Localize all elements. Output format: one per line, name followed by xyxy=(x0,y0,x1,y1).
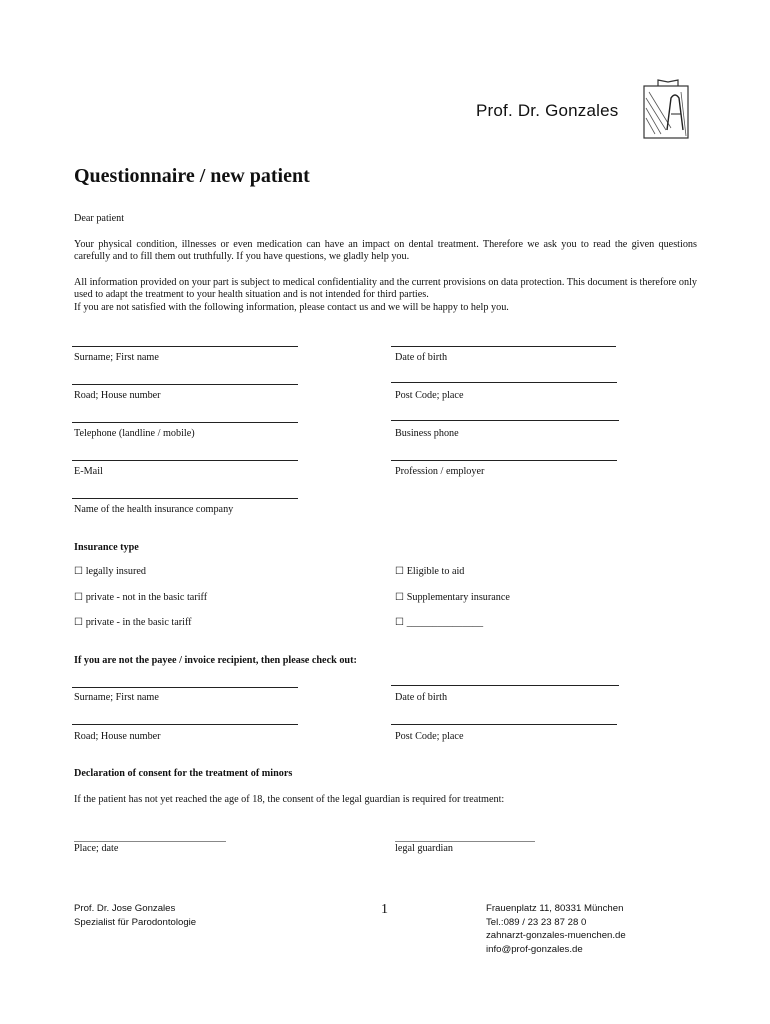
guardian-signature-line[interactable] xyxy=(395,841,535,842)
place-date-label: Place; date xyxy=(74,843,119,854)
footer-left xyxy=(74,902,196,929)
checkbox-private-not-basic[interactable] xyxy=(74,592,207,603)
road-input-line[interactable] xyxy=(72,384,298,385)
footer-address: Frauenplatz 11, 80331 München xyxy=(486,903,624,914)
email-input-line[interactable] xyxy=(72,460,298,461)
checkbox-icon: ☐ xyxy=(395,617,405,628)
checkbox-private-basic[interactable] xyxy=(74,617,192,628)
insurance-type-heading: Insurance type xyxy=(74,542,139,553)
insurance-company-label: Name of the health insurance company xyxy=(74,504,234,515)
checkbox-icon: ☐ xyxy=(74,566,84,577)
payee-dob-label: Date of birth xyxy=(395,692,448,703)
footer-website: zahnarzt-gonzales-muenchen.de xyxy=(486,930,626,941)
dob-input-line[interactable] xyxy=(391,346,616,347)
intro-paragraph-2: All information provided on your part is subject to medical confidentiality and the current provisions on data protection. This document is therefore only used to adapt the treatment to your health situation and is not intended for third parties. xyxy=(74,277,697,301)
business-phone-label: Business phone xyxy=(395,428,459,439)
payee-road-input-line[interactable] xyxy=(72,724,298,725)
footer-right xyxy=(486,902,626,956)
checkbox-icon: ☐ xyxy=(74,592,84,603)
footer-specialty: Spezialist für Parodontologie xyxy=(74,916,197,928)
intro-paragraph-1: Your physical condition, illnesses or even medication can have an impact on dental treatment. Therefore we ask you to read the given questions carefully and to fill them out truthfully. If you have questions, we gladly help you. xyxy=(74,239,697,263)
dental-practice-logo-icon xyxy=(641,78,691,140)
postcode-input-line[interactable] xyxy=(391,382,617,383)
checkbox-label: private - in the basic tariff xyxy=(85,617,192,628)
checkbox-other-blank: _______________ xyxy=(406,617,484,628)
page-title: Questionnaire / new patient xyxy=(74,165,310,187)
payee-postcode-label: Post Code; place xyxy=(395,731,464,742)
surname-label: Surname; First name xyxy=(74,352,159,363)
payee-surname-input-line[interactable] xyxy=(72,687,298,688)
intro-paragraph-3: If you are not satisfied with the following information, please contact us and we will be happy to help you. xyxy=(74,302,509,313)
checkbox-icon: ☐ xyxy=(395,592,405,603)
email-label: E-Mail xyxy=(74,466,103,477)
practice-name: Prof. Dr. Gonzales xyxy=(476,101,619,120)
payee-dob-input-line[interactable] xyxy=(391,685,619,686)
postcode-label: Post Code; place xyxy=(395,390,464,401)
payee-road-label: Road; House number xyxy=(74,731,161,742)
footer-tel: Tel.:089 / 23 23 87 28 0 xyxy=(486,916,587,928)
greeting: Dear patient xyxy=(74,213,125,224)
profession-input-line[interactable] xyxy=(391,460,617,461)
telephone-input-line[interactable] xyxy=(72,422,298,423)
payee-postcode-input-line[interactable] xyxy=(391,724,617,725)
checkbox-supplementary[interactable] xyxy=(395,592,510,603)
checkbox-eligible-to-aid[interactable] xyxy=(395,566,464,577)
payee-surname-label: Surname; First name xyxy=(74,692,159,703)
checkbox-other[interactable] xyxy=(395,617,483,628)
telephone-label: Telephone (landline / mobile) xyxy=(74,428,195,439)
payee-heading: If you are not the payee / invoice recipient, then please check out: xyxy=(74,655,357,666)
checkbox-icon: ☐ xyxy=(395,566,405,577)
road-label: Road; House number xyxy=(74,390,161,401)
footer-email: info@prof-gonzales.de xyxy=(486,943,583,955)
checkbox-label: Eligible to aid xyxy=(406,566,465,577)
footer-doctor-name: Prof. Dr. Jose Gonzales xyxy=(74,903,176,914)
profession-label: Profession / employer xyxy=(395,466,485,477)
insurance-company-input-line[interactable] xyxy=(72,498,298,499)
business-phone-input-line[interactable] xyxy=(391,420,619,421)
surname-input-line[interactable] xyxy=(72,346,298,347)
checkbox-legally-insured[interactable] xyxy=(74,566,146,577)
consent-text: If the patient has not yet reached the age of 18, the consent of the legal guardian is required for treatment: xyxy=(74,794,505,805)
guardian-label: legal guardian xyxy=(395,843,453,854)
checkbox-icon: ☐ xyxy=(74,617,84,628)
checkbox-label: legally insured xyxy=(85,566,146,577)
checkbox-label: private - not in the basic tariff xyxy=(85,592,208,603)
consent-heading: Declaration of consent for the treatment of minors xyxy=(74,768,293,779)
page-number: 1 xyxy=(381,902,388,917)
checkbox-label: Supplementary insurance xyxy=(406,592,510,603)
dob-label: Date of birth xyxy=(395,352,448,363)
place-date-input-line[interactable] xyxy=(74,841,226,842)
